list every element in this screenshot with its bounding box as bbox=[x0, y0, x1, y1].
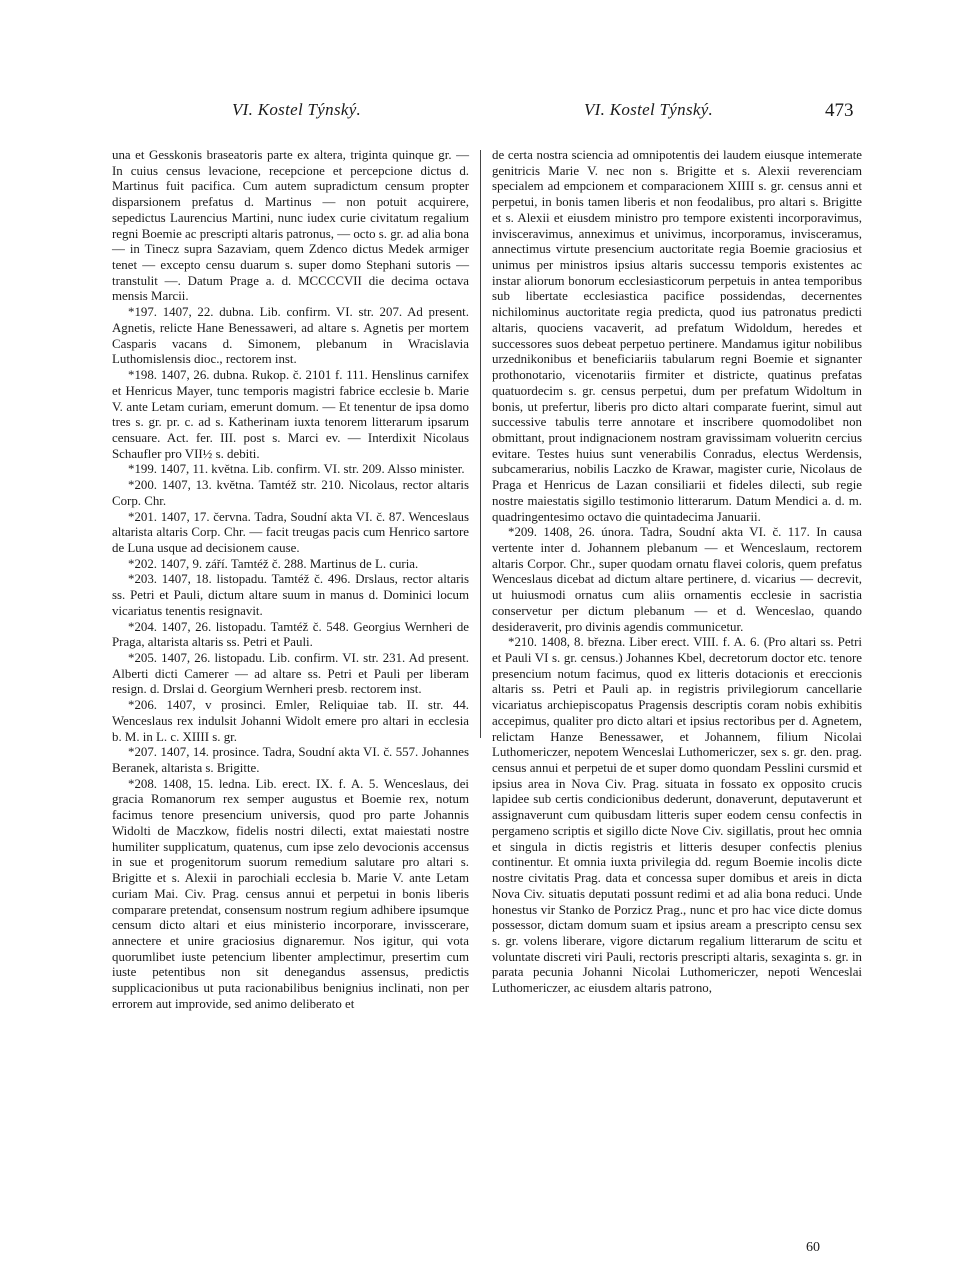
paragraph: *204. 1407, 26. listopadu. Tamtéž č. 548. Georgius Wernheri de Praga, altarista altaris ss. Petri et Pauli. bbox=[112, 619, 469, 650]
paragraph: *206. 1407, v prosinci. Emler, Reliquiae tab. II. str. 44. Wenceslaus rex indulsit Johanni Widolt emere pro altari in ecclesia b. M. in L. c. XIIII s. gr. bbox=[112, 698, 469, 744]
paragraph: *207. 1407, 14. prosince. Tadra, Soudní akta VI. č. 557. Johannes Beranek, altarista s. Brigitte. bbox=[112, 745, 469, 776]
paragraph: *202. 1407, 9. září. Tamtéž č. 288. Martinus de L. curia. bbox=[128, 556, 419, 571]
paragraph: *200. 1407, 13. května. Tamtéž str. 210. Nicolaus, rector altaris Corp. Chr. bbox=[112, 478, 469, 508]
paragraph: *197. 1407, 22. dubna. Lib. confirm. VI. str. 207. Ad present. Agnetis, relicte Hane Benessaweri, ad altare s. Agnetis per mortem Casparis vacans d. Simonem, plebanum in Wracislavia Luthomislensis dioc., rectorem inst. bbox=[112, 305, 469, 367]
paragraph: *198. 1407, 26. dubna. Rukop. č. 2101 f. 111. Henslinus carnifex et Henricus Mayer, tunc temporis magistri fabrice ecclesie b. Marie V. ante Letam curiam, emerunt domum. — Et tenentur de ipsa domo tres s. gr. pr. c. ad s. Katherinam iuxta tenorem litterarum ipsarum censuare. Act. fer. III. post s. Marci ev. — Interdixit Nicolaus Schaufler pro VII½ s. debiti. bbox=[112, 368, 469, 461]
running-head-right: VI. Kostel Týnský. bbox=[584, 100, 714, 119]
column-divider bbox=[480, 150, 481, 738]
paragraph: *208. 1408, 15. ledna. Lib. erect. IX. f. A. 5. Wenceslaus, dei gracia Romanorum rex semper augustus et Boemie rex, notum facimus tenore presencium universis, quod pro parte Johannis Widolti de Maczkow, fidelis nostri dilecti, extat maiestati nostre humiliter supplicatum, quatenus, cum ipse zelo devocionis accensus in sue et progenitorum suorum remedium salutare pro altari s. Brigitte et s. Alexii in parochiali ecclesia b. Marie V. ante Letam curiam Mai. Civ. Prag. census annui et perpetui in bonis liberis comparare pretendat, consensum nostrum regium adhibere ipsumque censum dicto altari et eius ministerio incorporare, invisscerare, annectere et unire graciosius dignaremur. Nos igitur, qui vota quorumlibet iuste petencium libenter amplectimur, presertim cum iuste petentibus non sit denegandus assensus, predictis supplicacionibus ut puta racionabilibus benignius inclinati, non per errorem aut improvide, sed animo deliberato et bbox=[112, 776, 469, 1011]
paragraph: *201. 1407, 17. června. Tadra, Soudní akta VI. č. 87. Wenceslaus altarista altaris Corp. Chr. — facit treugas pacis cum Henrico sartore de Luna usque ad decisionem cause. bbox=[112, 509, 469, 555]
paragraph: *199. 1407, 11. května. Lib. confirm. VI. str. 209. Alsso minister. bbox=[128, 462, 465, 477]
signature-mark: 60 bbox=[806, 1240, 820, 1255]
paragraph: *203. 1407, 18. listopadu. Tamtéž č. 496. Drslaus, rector altaris ss. Petri et Pauli, dictum altare suum in manus d. Dominici locum vicariatus tenentis resignavit. bbox=[112, 572, 469, 618]
paragraph: *205. 1407, 26. listopadu. Lib. confirm. VI. str. 231. Ad present. Alberti dicti Camerer — ad altare ss. Petri et Pauli per liberam resign. d. Drslai d. Georgium Wernheri presb. rectorem inst. bbox=[112, 651, 469, 697]
paragraph: una et Gesskonis braseatoris parte ex altera, triginta quinque gr. — In cuius census levacione, recepcione et percepcione dictus d. Martinus fuit pacifica. Cum autem supradictum censum propter disparsionem prefatus d. Martinus — non potuit acquirere, sepedictus Laurencius Martini, nunc iudex curie civitatum regalium regni Boemie ac prescripti altaris patronus, — octo s. gr. ad alia bona — in Tinecz supra Sazaviam, quem Zdenco dictus Medek armiger tenet — excepto censu duarum s. super domo Stephani sutoris — transtulit —. Datum Prage a. d. MCCCCVII die decima octava mensis Marcii. bbox=[112, 148, 469, 304]
running-head-left: VI. Kostel Týnský. bbox=[232, 100, 362, 119]
paragraph: *209. 1408, 26. února. Tadra, Soudní akta VI. č. 117. In causa vertente inter d. Johannem plebanum — et Wenceslaum, rectorem altaris Corpor. Chr., super quodam ornatu flavei coloris, quem prefatus Wenceslaus dicebat ad dictum altare pertinere, d. vicarius — decrevit, ut huiusmodi ornatus cum aliis ornamentis ecclesie in sacristia conservetur per dictum plebanum — et d. Wenceslao, quando desideraverit, pro divinis agendis communicetur. bbox=[492, 525, 862, 634]
paragraph: de certa nostra sciencia ad omnipotentis dei laudem eiusque intemerate genitricis Marie V. nec non s. Brigitte et s. Alexii reverenciam specialem ad empcionem et comparacionem XIIII s. gr. census anni et perpetui, in bonis tamen liberis et non feodalibus, pro altari s. Brigitte et s. Alexii et eiusdem ministro pro tempore existenti incorporavimus, invisceravimus, anneximus et univimus, incorporamus, invisceramus, annectimus virtute presencium auctoritate regia Boemie graciosius et unimus per ministros ipsius altaris successu temporis existentes ac instar aliorum bonorum ecclesiasticorum perpetuis in antea temporibus sub libertate ecclesiastica pacifice possidendas, decernentes nichilominus auctoritate regia predicta, quod ius patronatus predicti altaris, quociens vacaverit, ad prefatum Widoldum, heredes et successores suos debeat perpetuo pertinere. Mandamus igitur nobilibus urzednikonibus et beneficiariis tabularum regni Boemie et signanter prothonotario, vicenotariis firmiter et districte, quatinus prefatas quatuordecim s. gr. census perpetui, dum per prefatum Widoltum in bonis, ut prefertur, liberis pro dicto altari comparate fuerint, simul aut successive tabulis terre annotare et inscribere quomodolibet non obmittant, prout indignacionem nostram gravissimam volueritn cercius evitare. Testes huius sunt venerabilis Conradus, electus Werdensis, subcamerarius, nobilis Laczko de Krawar, magister curie, Nicolaus de Praga et Henricus de Lazan consiliarii et fideles dilecti, sub regie nostre maiestatis sigillo testimonio litterarum. Datum Mendici a. d. m. quadringentesimo octavo die quintadecima Januarii. bbox=[492, 148, 862, 524]
left-column bbox=[112, 148, 469, 1013]
page-number: 473 bbox=[825, 100, 854, 121]
right-column bbox=[492, 148, 862, 997]
paragraph: *210. 1408, 8. března. Liber erect. VIII. f. A. 6. (Pro altari ss. Petri et Pauli VI s. gr. census.) Johannes Kbel, decretorum doctor etc. tenore presencium notum facimus, quod ex litteris dotacionis et ereccionis altaris ss. Petri et Pauli ap. in registris privilegiorum cancellarie vicariatus archiepiscopatus Pragensis descriptis coram nobis exhibitis accepimus, qualiter pro dicto altari et ipsius rectoribus per d. Agnetem, relictam Hanze Benessawer, et Johannem, filium Nicolai Luthomericzer, nepotem Wenceslai Luthomericzer, sex s. gr. den. prag. census annui et perpetui de et super domo quondam Pesslini cursmid et ipsius area in Nova Civ. Prag. situata in fossato ex opposito crucis lapidee sub certis condicionibus dederunt, donaverunt, deputaverunt et assignaverunt cum quibusdam litteris super eodem censu confectis in pergameno scriptis et sigillo dicte Nove Civ. sigillatis, prout hec omnia et singula in dictis registris et litteris desuper confectis plenius continentur. Et omnia iuxta privilegia dd. regum Boemie incolis dicte nostre civitatis Prag. data et concessa super domibus et areis in dicta Nova Civ. situatis deputati possunt redimi et ad alia bona reduci. Unde honestus vir Stanko de Porzicz Prag., nunc et pro hac vice dicte domus possessor, dictam domum suam et ipsius aream a prescripto censu sex s. gr. volens liberare, vigore dictarum regalium litterarum de scitu et voluntate discreti viri Pauli, rectoris prescripti altaris, sexaginta s. gr. in parata pecunia Johanni Nicolai Luthomericzer, nepoti Wenceslai Luthomericzer, ac eiusdem altaris patrono, bbox=[492, 635, 862, 996]
